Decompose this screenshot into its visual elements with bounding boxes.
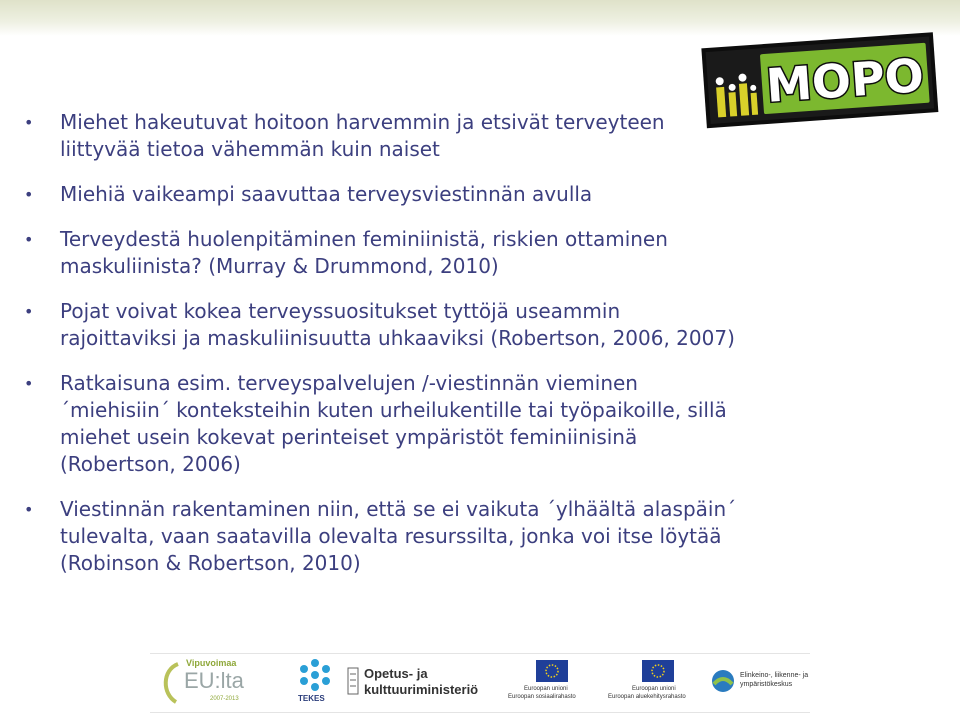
bullet-item <box>22 226 742 280</box>
eu-eakr-logo <box>602 654 712 712</box>
bullet-dot: • <box>24 185 34 204</box>
eu-flag-icon <box>642 660 674 682</box>
swirl-icon <box>158 660 184 706</box>
logo-text: MOPO <box>764 48 926 113</box>
bullet-text: Terveydestä huolenpitäminen feminiinistä, riskien ottaminen maskuliinista? <box>60 227 668 278</box>
vipuvoimaa-label: Vipuvoimaa <box>186 658 237 668</box>
bullet-dot: • <box>24 302 34 321</box>
ministry-logo <box>346 654 486 712</box>
ely-logo <box>710 654 810 712</box>
eu2-line2: Euroopan aluekehitysrahasto <box>608 694 686 700</box>
tekes-star-icon <box>298 658 332 692</box>
eu1-line1: Euroopan unioni <box>524 686 568 692</box>
sponsor-logo-strip <box>150 653 810 713</box>
tekes-logo <box>290 654 340 712</box>
ely-line1: Elinkeino-, liikenne- ja <box>740 672 809 679</box>
bullet-item <box>22 109 742 163</box>
ely-emblem-icon <box>710 668 736 694</box>
bullet-text: Pojat voivat kokea terveyssuositukset tyttöjä useammin rajoittaviksi ja maskuliinisuutta uhkaaviksi (Robertson, 2006, 2007) <box>60 299 735 350</box>
bullet-item <box>22 370 742 478</box>
bullet-text: Viestinnän rakentaminen niin, että se ei vaikuta ´ylhäältä alaspäin´ tulevalta, vaan saatavilla olevalta resurssilta, jonka voi itse löytää (Robinson & Robertson, 2010) <box>60 497 737 575</box>
bullet-item <box>22 181 742 208</box>
bullet-text: Ratkaisuna esim. terveyspalvelujen /-viestinnän vieminen ´miehisiin´ konteksteihin kuten urheilukentille tai työpaikoille, sillä miehet usein kokevat perinteiset ympäristöt feminiinisinä (Robertson, 2006) <box>60 371 727 476</box>
bullet-text: Miehiä vaikeampi saavuttaa terveysviestinnän avulla <box>60 182 593 206</box>
tekes-label: TEKES <box>298 694 325 703</box>
eu2-line1: Euroopan unioni <box>632 686 676 692</box>
eulta-sub-label: 2007-2013 <box>210 696 239 702</box>
bullet-dot: • <box>24 113 34 132</box>
bullet-list <box>22 109 742 595</box>
ministry-emblem-icon <box>346 666 360 696</box>
ministry-line2: kulttuuriministeriö <box>364 682 479 697</box>
vipuvoimaa-logo <box>158 654 268 712</box>
bullet-citation: (Murray & Drummond, 2010) <box>208 254 499 278</box>
bullet-dot: • <box>24 230 34 249</box>
bullet-text: Miehet hakeutuvat hoitoon harvemmin ja etsivät terveyteen liittyvää tietoa vähemmän kuin naiset <box>60 110 665 161</box>
bullet-dot: • <box>24 374 34 393</box>
eu1-line2: Euroopan sosiaalirahasto <box>508 694 576 700</box>
eu-flag-icon <box>536 660 568 682</box>
bullet-item <box>22 496 742 577</box>
bullet-dot: • <box>24 500 34 519</box>
bullet-item <box>22 298 742 352</box>
ministry-line1: Opetus- ja <box>364 666 428 681</box>
ely-line2: ympäristökeskus <box>740 681 793 688</box>
eulta-label: EU:lta <box>184 668 244 693</box>
eu-esr-logo <box>502 654 602 712</box>
